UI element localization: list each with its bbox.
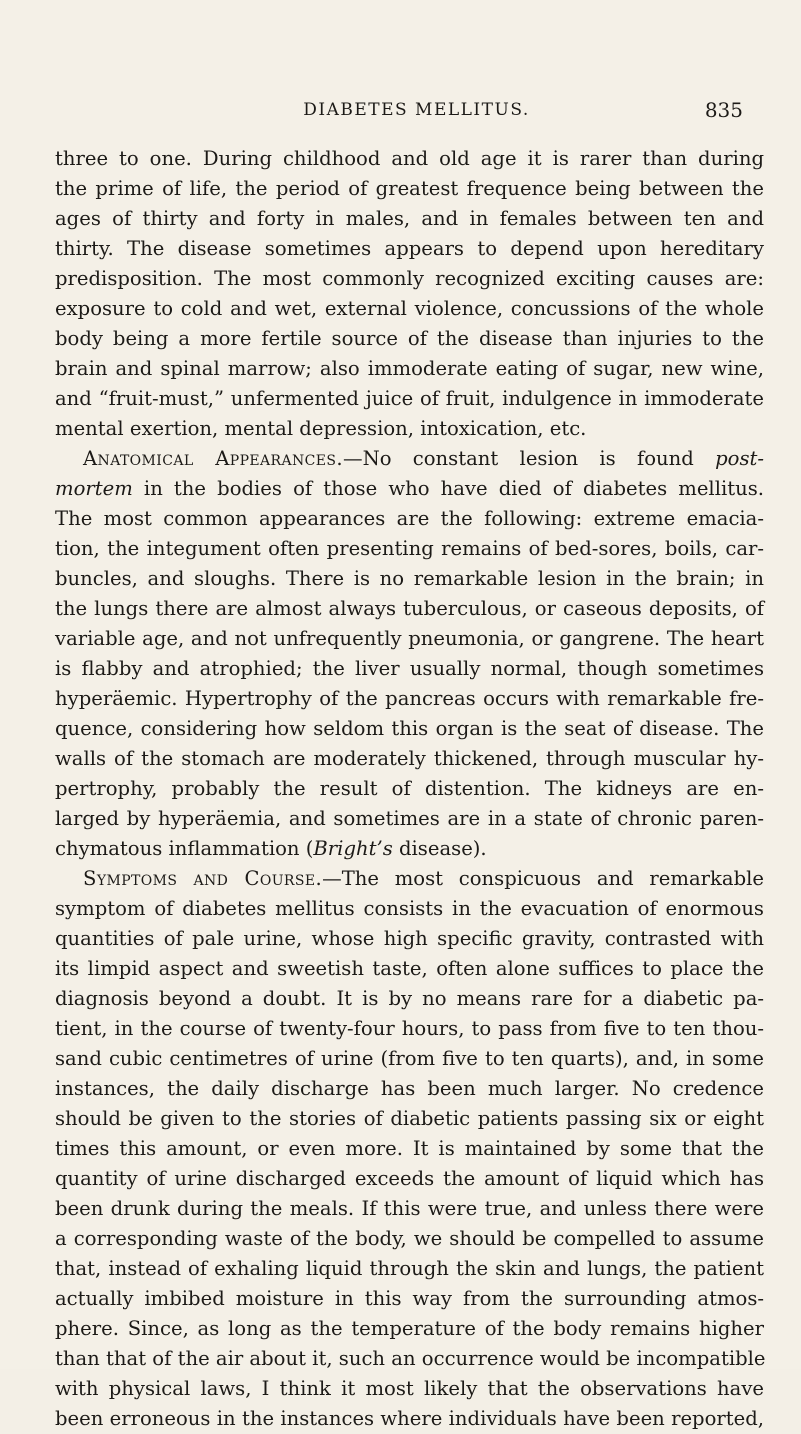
body-text: [55, 144, 764, 1434]
text-line: walls of the stomach are moderately thickened, through muscular hy-: [55, 747, 764, 770]
text-line: the lungs there are almost always tuberculous, or caseous deposits, of: [55, 597, 764, 620]
text-line: thirty. The disease sometimes appears to depend upon hereditary: [55, 237, 764, 260]
text-line: sand cubic centimetres of urine (from five to ten quarts), and, in some: [55, 1047, 764, 1070]
text-line: than that of the air about it, such an occurrence would be incompatible: [55, 1347, 766, 1370]
text-line: predisposition. The most commonly recognized exciting causes are:: [55, 267, 764, 290]
text-line: symptom of diabetes mellitus consists in the evacuation of enormous: [55, 897, 764, 920]
text-line: exposure to cold and wet, external violence, concussions of the whole: [55, 297, 764, 320]
text-run: —No constant lesion is found: [342, 447, 716, 470]
text-line: the prime of life, the period of greatest frequence being between the: [55, 177, 764, 200]
text-line: and “fruit-must,” unfermented juice of fruit, indulgence in immoderate: [55, 387, 764, 410]
text-line: three to one. During childhood and old age it is rarer than during: [55, 147, 764, 170]
section-heading-symptoms-and-course: Symptoms and Course.: [83, 867, 323, 890]
text-line: [55, 444, 764, 474]
text-line: buncles, and sloughs. There is no remarkable lesion in the brain; in: [55, 567, 764, 590]
text-line: should be given to the stories of diabetic patients passing six or eight: [55, 1107, 764, 1130]
text-line: been drunk during the meals. If this were true, and unless there were: [55, 1197, 764, 1220]
italic-term: Bright’s: [313, 837, 393, 860]
text-line: its limpid aspect and sweetish taste, often alone suffices to place the: [55, 957, 764, 980]
italic-term: mortem: [55, 477, 133, 500]
text-run: disease).: [392, 837, 487, 860]
text-line: tion, the integument often presenting remains of bed-sores, boils, car-: [55, 537, 764, 560]
text-run: in the bodies of those who have died of diabetes mellitus.: [132, 477, 764, 500]
text-line: pertrophy, probably the result of distention. The kidneys are en-: [55, 777, 764, 800]
page-number: 835: [704, 98, 743, 122]
text-run: —The most conspicuous and remarkable: [322, 867, 764, 890]
text-line: body being a more fertile source of the disease than injuries to the: [55, 327, 764, 350]
section-heading-anatomical-appearances: Anatomical Appearances.: [83, 447, 343, 470]
text-line: a corresponding waste of the body, we should be compelled to assume: [55, 1227, 764, 1250]
text-line: The most common appearances are the following: extreme emacia-: [55, 507, 764, 530]
text-line: actually imbibed moisture in this way from the surrounding atmos-: [55, 1287, 764, 1310]
text-line: quantities of pale urine, whose high specific gravity, contrasted with: [55, 927, 764, 950]
text-line: larged by hyperäemia, and sometimes are in a state of chronic paren-: [55, 807, 764, 830]
text-line: [55, 834, 764, 864]
running-title: DIABETES MELLITUS.: [303, 100, 530, 120]
text-line: with physical laws, I think it most likely that the observations have: [55, 1377, 764, 1400]
text-line: ages of thirty and forty in males, and in females between ten and: [55, 207, 764, 230]
text-line: times this amount, or even more. It is maintained by some that the: [55, 1137, 764, 1160]
text-line: variable age, and not unfrequently pneumonia, or gangrene. The heart: [55, 627, 764, 650]
text-line: [55, 474, 764, 504]
text-line: quence, considering how seldom this organ is the seat of disease. The: [55, 717, 764, 740]
text-line: quantity of urine discharged exceeds the amount of liquid which has: [55, 1167, 764, 1190]
text-line: diagnosis beyond a doubt. It is by no means rare for a diabetic pa-: [55, 987, 764, 1010]
text-line: instances, the daily discharge has been much larger. No credence: [55, 1077, 764, 1100]
text-line: hyperäemic. Hypertrophy of the pancreas occurs with remarkable fre-: [55, 687, 764, 710]
text-line: [55, 864, 764, 894]
page-header: [90, 98, 743, 122]
text-line: brain and spinal marrow; also immoderate eating of sugar, new wine,: [55, 357, 764, 380]
text-line: been erroneous in the instances where individuals have been reported,: [55, 1407, 764, 1430]
text-line: that, instead of exhaling liquid through the skin and lungs, the patient: [55, 1257, 764, 1280]
text-run: chymatous inflammation (: [55, 837, 314, 860]
italic-term: post-: [715, 447, 764, 470]
text-line: is flabby and atrophied; the liver usually normal, though sometimes: [55, 657, 764, 680]
text-line: mental exertion, mental depression, intoxication, etc.: [55, 417, 587, 440]
text-line: phere. Since, as long as the temperature of the body remains higher: [55, 1317, 764, 1340]
text-line: tient, in the course of twenty-four hours, to pass from five to ten thou-: [55, 1017, 764, 1040]
